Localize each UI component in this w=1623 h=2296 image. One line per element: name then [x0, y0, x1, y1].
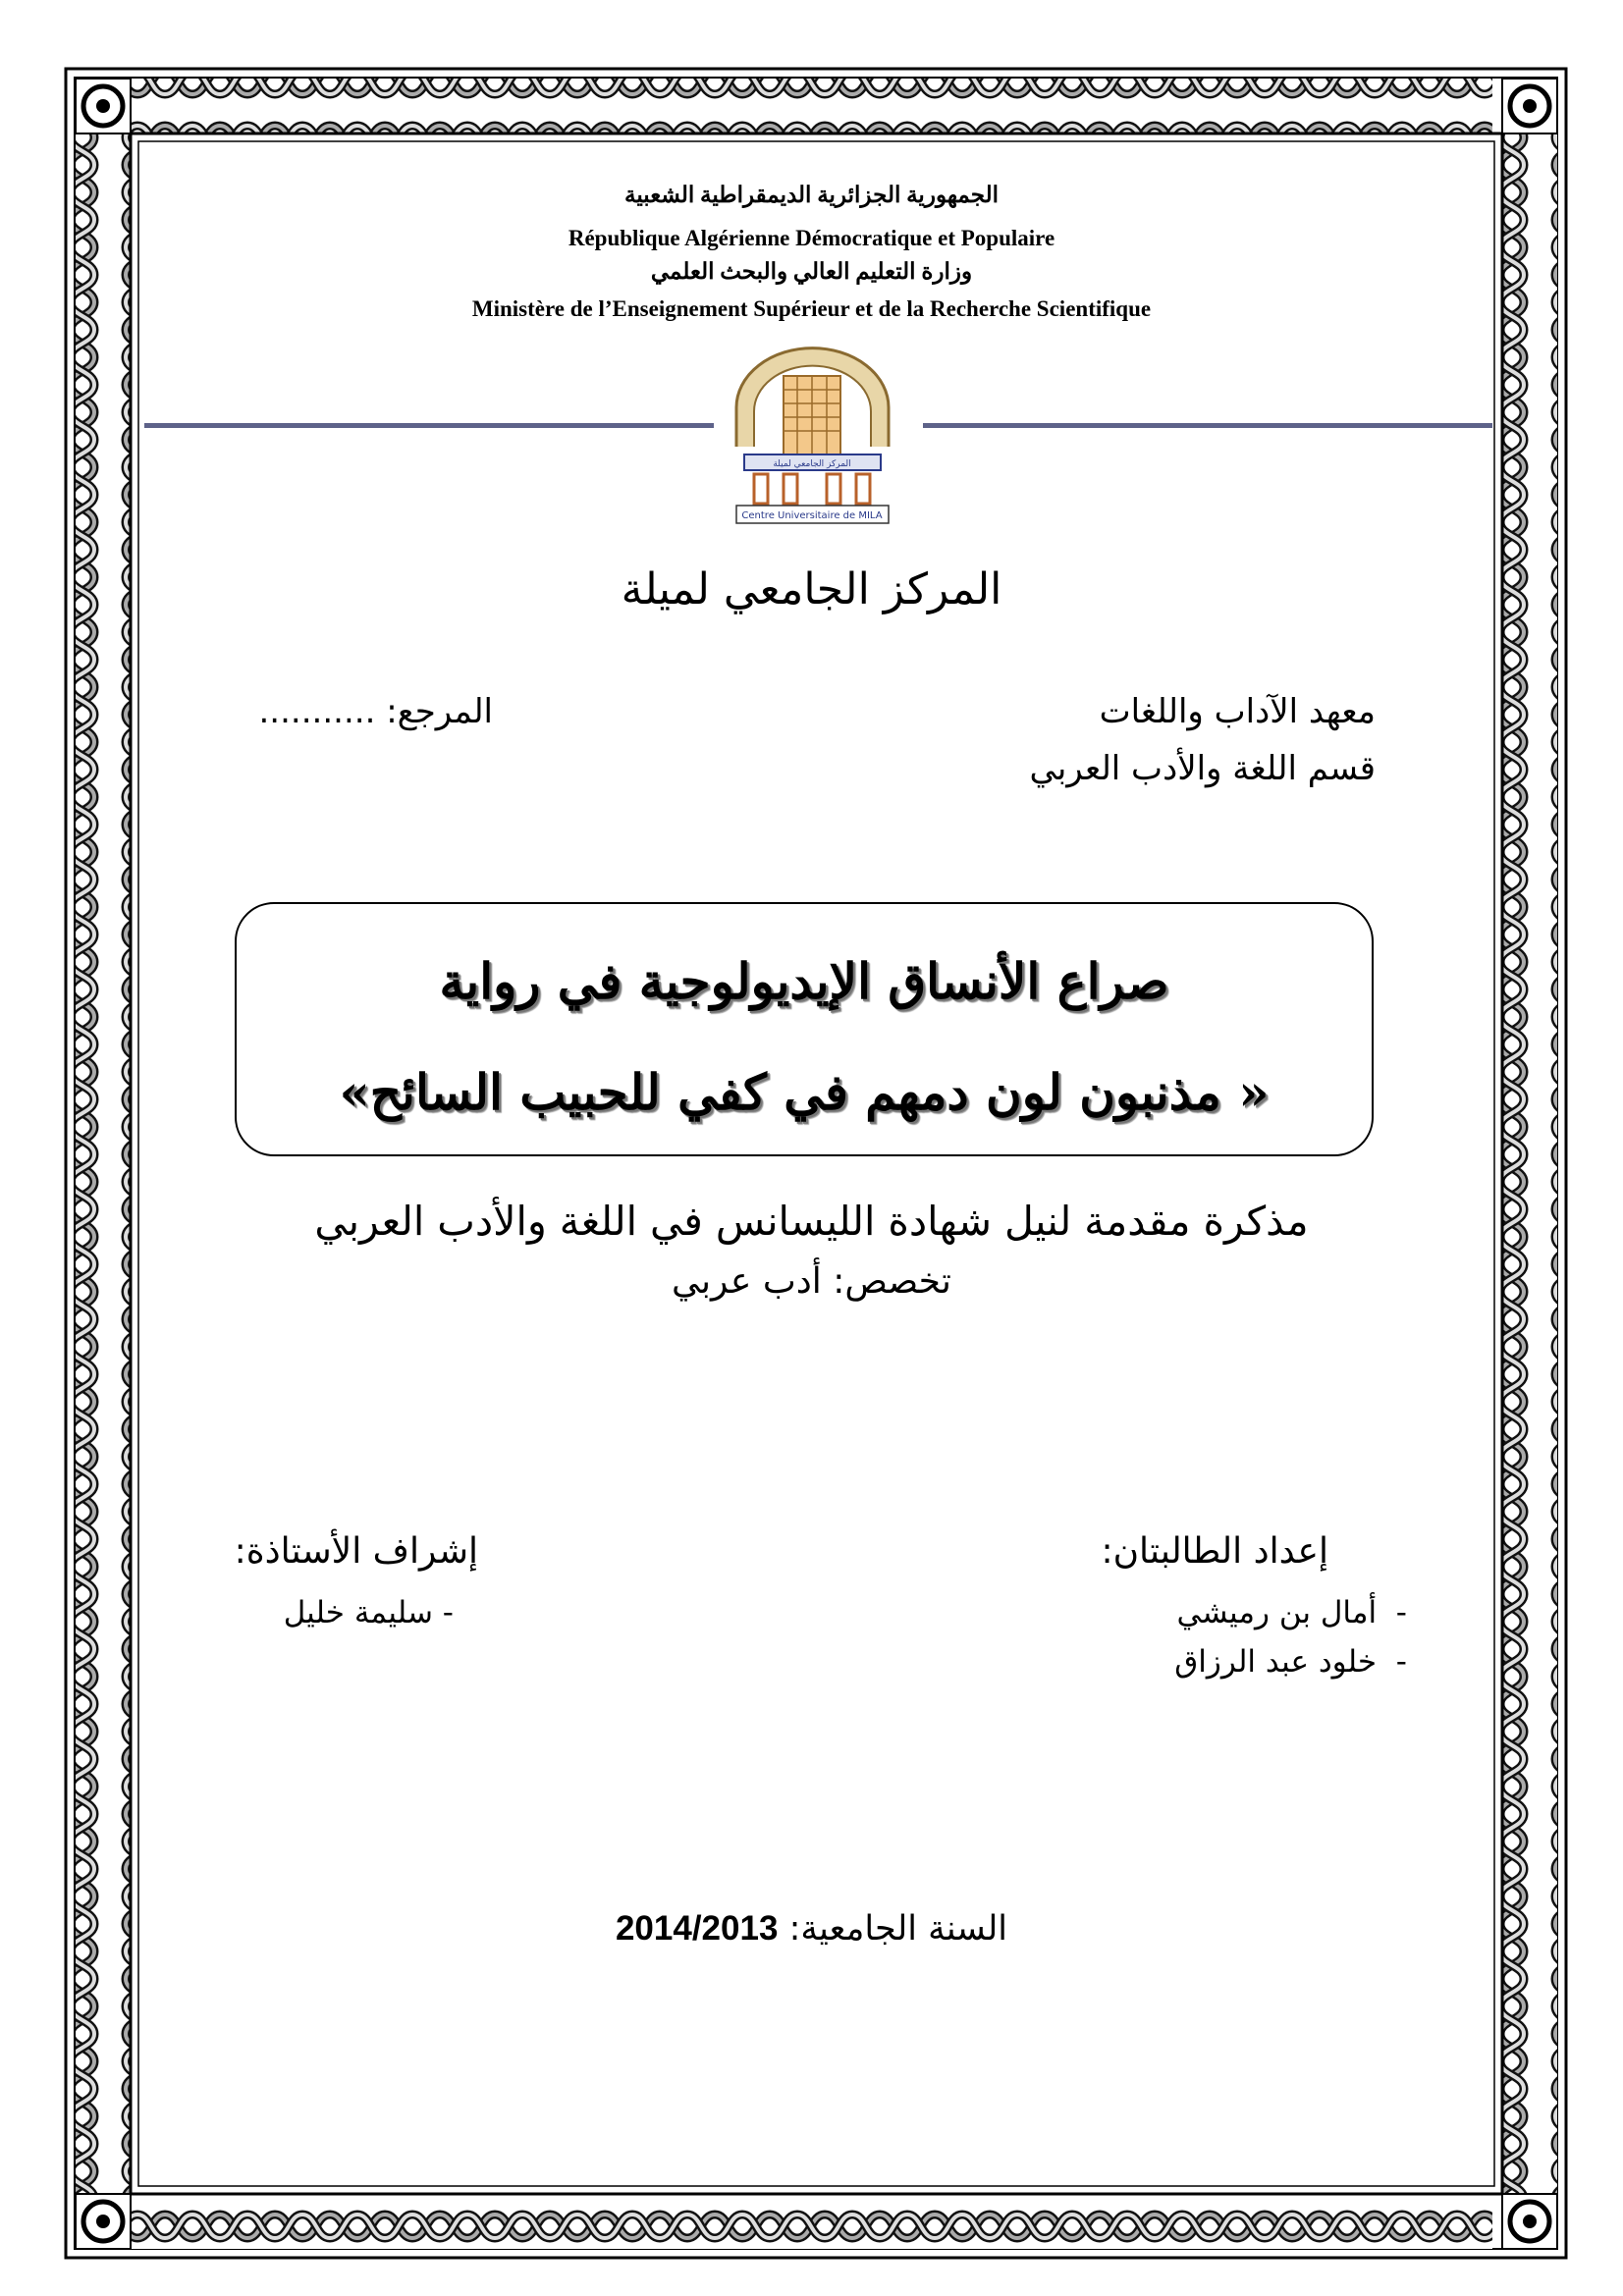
student-name: أمال بن رميشي	[1176, 1595, 1378, 1630]
thesis-title-line-2: « مذنبون لون دمهم في كفي للحبيب السائح»	[339, 1063, 1270, 1121]
header-rule-left	[144, 423, 714, 428]
thesis-title-line-1: صراع الأنساق الإيديولوجية في رواية	[439, 952, 1169, 1010]
supervisor-item	[257, 1595, 454, 1630]
corner-ornament-bottom-left	[76, 2194, 131, 2249]
specialty-label: تخصص:	[833, 1261, 951, 1302]
republic-name-french: République Algérienne Démocratique et Populaire	[568, 226, 1055, 250]
header-rule-right	[923, 423, 1492, 428]
reference-label: المرجع:	[386, 692, 493, 731]
specialty-value: أدب عربي	[672, 1261, 822, 1302]
ministry-name-french: Ministère de l’Enseignement Supérieur et de la Recherche Scientifique	[471, 296, 1152, 321]
student-item	[1174, 1644, 1407, 1680]
department-name: قسم اللغة والأدب العربي	[1029, 749, 1376, 788]
corner-ornament-top-left	[76, 79, 131, 133]
academic-year-value: 2014/2013	[615, 1909, 779, 1948]
thesis-purpose: مذكرة مقدمة لنيل شهادة الليسانس في اللغة والأدب العربي	[314, 1198, 1309, 1245]
student-item	[1177, 1595, 1407, 1630]
republic-name-arabic: الجمهورية الجزائرية الديمقراطية الشعبية	[624, 183, 999, 207]
institute-name: معهد الآداب واللغات	[1099, 692, 1376, 731]
academic-year	[393, 1909, 1230, 1949]
list-dash: -	[1377, 1595, 1407, 1630]
corner-ornament-top-right	[1502, 79, 1557, 133]
reference-value: ...........	[258, 692, 376, 731]
students-heading: إعداد الطالبتان:	[1101, 1531, 1328, 1572]
university-logo	[727, 339, 898, 525]
ministry-name-arabic: وزارة التعليم العالي والبحث العلمي	[650, 259, 973, 284]
supervisor-name: سليمة خليل	[283, 1595, 433, 1630]
logo-inner-text: المركز الجامعي لميلة	[773, 459, 851, 469]
logo-caption: Centre Universitaire de MILA	[741, 510, 883, 521]
list-dash: -	[1377, 1644, 1407, 1680]
institution-name: المركز الجامعي لميلة	[621, 564, 1002, 614]
student-name: خلود عبد الرزاق	[1174, 1644, 1378, 1680]
academic-year-label: السنة الجامعية:	[788, 1909, 1008, 1949]
supervisor-heading: إشراف الأستاذة:	[234, 1531, 478, 1572]
specialty	[491, 1261, 1132, 1302]
list-dash: -	[432, 1595, 454, 1630]
corner-ornament-bottom-right	[1502, 2194, 1557, 2249]
reference-field	[257, 692, 493, 731]
